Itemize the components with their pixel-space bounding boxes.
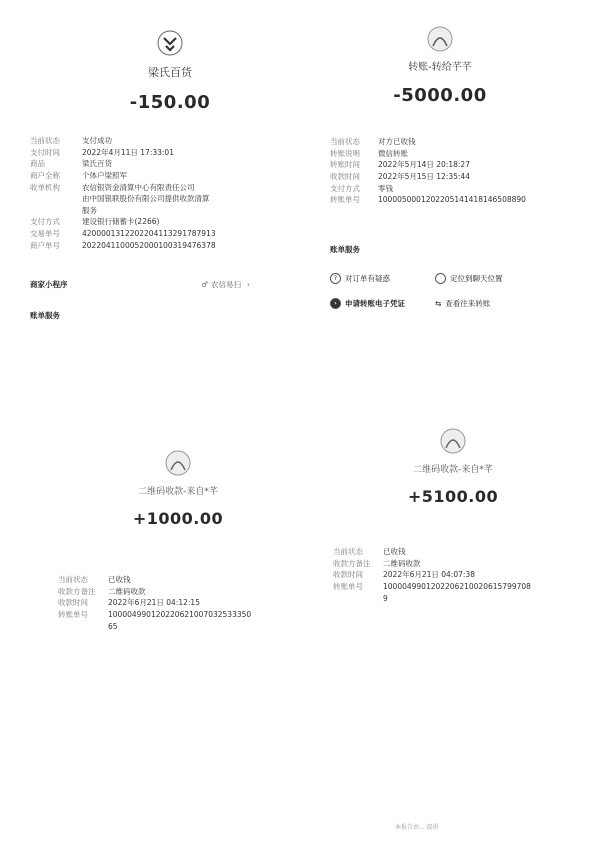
order-question-button[interactable]: [330, 273, 435, 284]
detail-value: [82, 147, 250, 159]
detail-key: 转账单号: [58, 609, 88, 619]
detail-value-line: 2022041100052000100319476378: [82, 240, 216, 250]
detail-value-line: 2022年5月15日 12:35:44: [378, 171, 470, 181]
detail-row: [30, 170, 250, 182]
detail-row: [30, 240, 250, 252]
detail-row: [330, 194, 550, 206]
detail-row: [330, 183, 550, 195]
detail-key: 收款时间: [58, 598, 88, 608]
detail-key: 当前状态: [58, 575, 88, 584]
detail-value-line: 二维码收款: [108, 586, 146, 596]
detail-key: 支付方式: [30, 217, 60, 227]
detail-value-line: 服务: [82, 205, 97, 215]
detail-value-line: 二维码收款: [383, 558, 421, 568]
detail-value-line: 微信转账: [378, 148, 408, 158]
detail-row: [333, 569, 538, 581]
detail-row: [30, 182, 250, 217]
receipt-qr-income-2: [333, 428, 573, 604]
detail-key: 商户单号: [30, 240, 60, 250]
detail-value-line: 4200001312202204113291787913: [82, 229, 216, 238]
detail-value-line: 100004990120220621007032533350: [108, 609, 252, 619]
detail-key: 转账单号: [333, 581, 363, 591]
merchant-name: 梁氏百货: [148, 66, 192, 79]
detail-row: [30, 147, 250, 159]
detail-value: [82, 158, 250, 170]
detail-row: [333, 581, 538, 604]
detail-key: 当前状态: [333, 547, 363, 556]
detail-list: [330, 136, 550, 206]
detail-value: [108, 574, 258, 586]
detail-key: 转账说明: [330, 148, 360, 158]
footer-note: 本报告由... 提供: [395, 824, 439, 831]
detail-value-line: 对方已收钱: [378, 137, 416, 146]
detail-row: [30, 216, 250, 228]
income-title: 二维码收款-来自*芊: [413, 465, 493, 475]
detail-value-line: 建设银行储蓄卡(2266): [82, 217, 160, 227]
detail-value: [82, 182, 250, 217]
swap-arrows-icon: ⇆: [435, 298, 442, 308]
detail-value: [383, 558, 538, 570]
detail-value-line: 已收钱: [108, 575, 131, 584]
detail-value: [108, 609, 258, 632]
view-history-label: 查看往来转账: [445, 298, 491, 308]
detail-key: 转账单号: [330, 195, 360, 205]
detail-key: 商品: [30, 159, 45, 169]
detail-list: [30, 135, 250, 251]
detail-key: 收单机构: [30, 182, 60, 192]
detail-list: [333, 546, 538, 604]
detail-value: [383, 581, 538, 604]
detail-value: [108, 586, 258, 598]
detail-value-line: 已收钱: [383, 547, 406, 556]
avatar: [427, 26, 453, 52]
detail-key: 当前状态: [30, 136, 60, 145]
detail-value: [82, 240, 250, 252]
detail-value: [82, 216, 250, 228]
detail-row: [330, 148, 550, 160]
chat-bubble-icon: [435, 273, 446, 284]
bill-service-label: 账单服务: [30, 311, 60, 321]
chevron-right-icon: ›: [247, 280, 250, 290]
detail-value-line: 农信银资金清算中心有限责任公司: [82, 182, 195, 192]
mini-program-value: 农信易扫: [211, 280, 241, 290]
detail-row: [330, 171, 550, 183]
detail-key: 交易单号: [30, 229, 60, 238]
detail-row: [58, 574, 258, 586]
receipt-transfer-out: [330, 26, 580, 309]
detail-value: [378, 148, 550, 160]
detail-value-line: 2022年6月21日 04:07:38: [383, 570, 475, 580]
locate-chat-label: 定位到聊天位置: [450, 273, 503, 283]
locate-chat-button[interactable]: [435, 273, 503, 284]
detail-list: [58, 574, 258, 632]
detail-value: [383, 546, 538, 558]
detail-key: 商户全称: [30, 170, 60, 180]
detail-value-line: 9: [383, 593, 388, 603]
detail-value: [383, 569, 538, 581]
view-history-button[interactable]: [435, 298, 490, 309]
detail-row: [333, 558, 538, 570]
detail-value: [378, 159, 550, 171]
amount: +1000.00: [132, 509, 224, 528]
detail-key: 收款方备注: [58, 586, 96, 596]
detail-value-line: 由中国银联股份有限公司提供收款清算: [82, 194, 210, 204]
detail-value: [378, 171, 550, 183]
detail-key: 收款时间: [333, 570, 363, 580]
detail-value-line: 65: [108, 621, 118, 631]
question-icon: ?: [330, 273, 341, 284]
detail-key: 转账时间: [330, 160, 360, 170]
detail-value-line: 个体户梁照军: [82, 170, 127, 180]
detail-value: [82, 228, 250, 240]
avatar: [165, 450, 191, 476]
mini-program-icon: ♂: [201, 280, 208, 290]
detail-value-line: 支付成功: [82, 136, 112, 145]
detail-key: 支付时间: [30, 147, 60, 157]
receipt-merchant-payment: [30, 30, 280, 321]
detail-value-line: 2022年4月11日 17:33:01: [82, 147, 174, 157]
income-title: 二维码收款-来自*芊: [138, 487, 218, 497]
detail-key: 当前状态: [330, 137, 360, 146]
apply-voucher-button[interactable]: [330, 298, 435, 309]
detail-value: [82, 135, 250, 147]
detail-value-line: 梁氏百货: [82, 159, 112, 169]
detail-value: [378, 136, 550, 148]
apply-voucher-label: 申请转账电子凭证: [345, 298, 405, 308]
detail-value-line: 2022年6月21日 04:12:15: [108, 598, 200, 608]
detail-value-line: 1000049901202206210020615799708: [383, 581, 531, 591]
detail-value-line: 2022年5月14日 20:18:27: [378, 160, 470, 170]
detail-key: 收款方备注: [333, 558, 371, 568]
order-question-label: 对订单有疑惑: [345, 273, 390, 283]
detail-row: [30, 135, 250, 147]
voucher-icon: ›: [330, 298, 341, 309]
detail-row: [30, 228, 250, 240]
transfer-title: 转账-转给芊芊: [408, 62, 472, 73]
amount: +5100.00: [407, 487, 499, 506]
detail-row: [58, 609, 258, 632]
detail-row: [58, 586, 258, 598]
detail-row: [30, 158, 250, 170]
detail-row: [330, 159, 550, 171]
detail-value: [82, 170, 250, 182]
mini-program-link[interactable]: [201, 279, 250, 290]
detail-row: [333, 546, 538, 558]
amount: -150.00: [129, 92, 211, 113]
detail-key: 支付方式: [330, 183, 360, 193]
detail-key: 收款时间: [330, 171, 360, 181]
detail-value: [378, 183, 550, 195]
detail-value-line: 1000050001202205141418146508890: [378, 195, 526, 205]
bill-service-label: 账单服务: [330, 244, 360, 254]
detail-value: [378, 194, 550, 206]
amount: -5000.00: [393, 85, 487, 106]
receipt-qr-income-1: [58, 450, 298, 632]
detail-row: [58, 597, 258, 609]
detail-value-line: 零钱: [378, 183, 393, 193]
detail-value: [108, 597, 258, 609]
avatar: [440, 428, 466, 454]
bank-logo-icon: [157, 30, 183, 56]
detail-row: [330, 136, 550, 148]
mini-program-label: 商家小程序: [30, 280, 68, 290]
